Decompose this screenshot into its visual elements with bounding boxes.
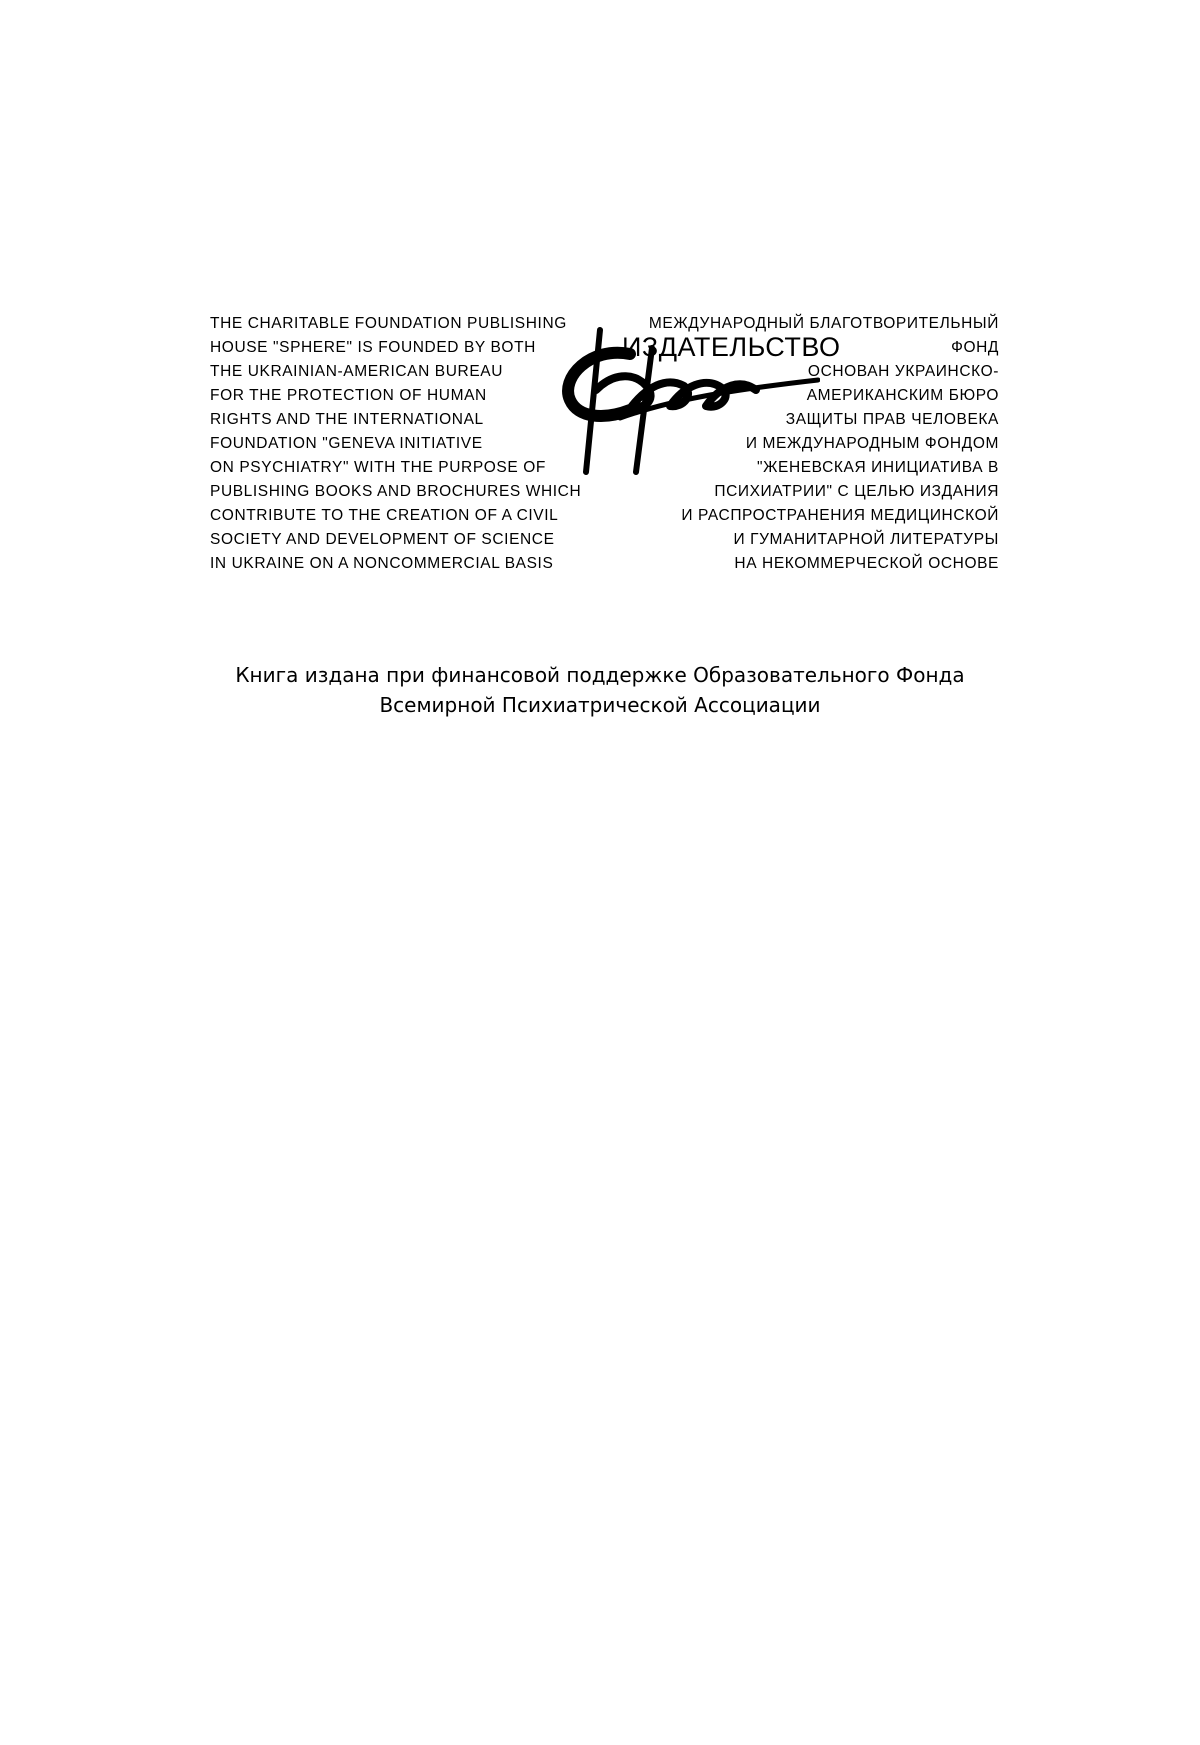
russian-line: И ГУМАНИТАРНОЙ ЛИТЕРАТУРЫ	[733, 531, 999, 548]
russian-line: ПСИХИАТРИИ" С ЦЕЛЬЮ ИЗДАНИЯ	[714, 483, 999, 500]
funding-note	[0, 660, 1200, 720]
russian-line: И МЕЖДУНАРОДНЫМ ФОНДОМ	[745, 435, 999, 452]
russian-line: ОСНОВАН УКРАИНСКО-	[807, 363, 999, 380]
russian-line: И РАСПРОСТРАНЕНИЯ МЕДИЦИНСКОЙ	[681, 507, 999, 524]
english-line: ON PSYCHIATRY" WITH THE PURPOSE OF	[210, 459, 546, 476]
logo-publisher-word: ИЗДАТЕЛЬСТВО	[622, 332, 841, 362]
english-line: RIGHTS AND THE INTERNATIONAL	[210, 411, 484, 428]
funding-note-line-2: Всемирной Психиатрической Ассоциации	[379, 693, 821, 717]
russian-line: ЗАЩИТЫ ПРАВ ЧЕЛОВЕКА	[785, 411, 999, 428]
english-line: HOUSE "SPHERE" IS FOUNDED BY BOTH	[210, 339, 536, 356]
russian-line: "ЖЕНЕВСКАЯ ИНИЦИАТИВА В	[757, 459, 999, 476]
russian-line: ФОНД	[951, 339, 999, 356]
english-line: FOUNDATION "GENEVA INITIATIVE	[210, 435, 483, 452]
english-line: CONTRIBUTE TO THE CREATION OF A CIVIL	[210, 507, 559, 524]
english-statement	[210, 312, 581, 576]
english-line: IN UKRAINE ON A NONCOMMERCIAL BASIS	[210, 555, 554, 572]
english-line: PUBLISHING BOOKS AND BROCHURES WHICH	[210, 483, 582, 500]
russian-line: НА НЕКОММЕРЧЕСКОЙ ОСНОВЕ	[734, 555, 999, 572]
english-line: FOR THE PROTECTION OF HUMAN	[210, 387, 487, 404]
russian-line: МЕЖДУНАРОДНЫЙ БЛАГОТВОРИТЕЛЬНЫЙ	[648, 315, 999, 332]
english-line: THE UKRAINIAN-AMERICAN BUREAU	[210, 363, 503, 380]
russian-statement	[649, 312, 999, 576]
russian-line: АМЕРИКАНСКИМ БЮРО	[806, 387, 999, 404]
english-line: SOCIETY AND DEVELOPMENT OF SCIENCE	[210, 531, 555, 548]
funding-note-line-1: Книга издана при финансовой поддержке Образовательного Фонда	[235, 663, 965, 687]
english-line: THE CHARITABLE FOUNDATION PUBLISHING	[210, 315, 567, 332]
